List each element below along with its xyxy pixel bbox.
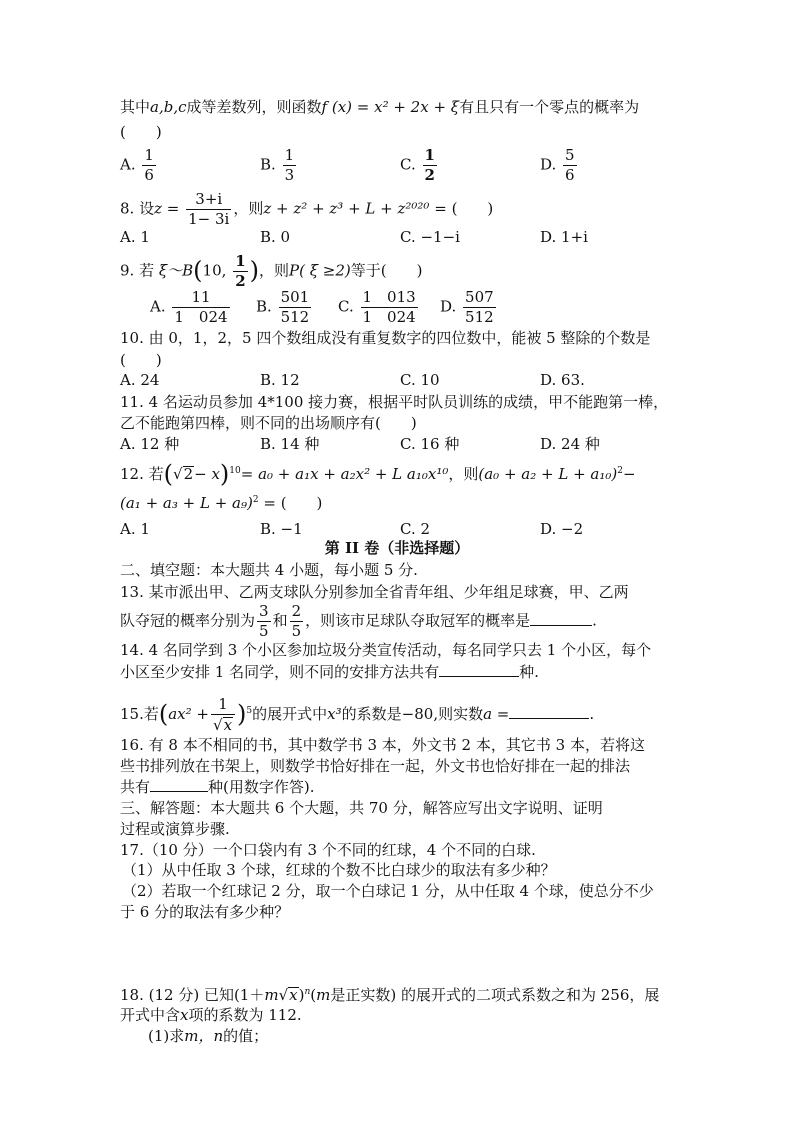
q7-option-c: C. $\frac{1}{2}$: [400, 146, 435, 184]
q11-option-c: C. 16 种: [400, 435, 460, 453]
q11-line2: 乙不能跑第四棒，则不同的出场顺序有( ): [120, 414, 417, 432]
q12-option-b: B. −1: [260, 520, 303, 538]
q9-option-b: B. $\frac{501}{512}$: [256, 288, 310, 326]
q15-blank[interactable]: [509, 718, 589, 719]
q17-part2-line2: 于 6 分的取法有多少种？: [120, 903, 290, 921]
q9-b-fraction: $\frac{501}{512}$: [280, 288, 310, 326]
q10-option-c: C. 10: [400, 371, 440, 389]
q12-option-c: C. 2: [400, 520, 431, 538]
q10-stem: 10. 由 0，1，2，5 四个数组成没有重复数字的四位数中，能被 5 整除的个数是: [120, 329, 651, 347]
q11-option-b: B. 14 种: [260, 435, 320, 453]
q12-line1: 12. 若$(√2- x)^{10}= a_0 + a_1x + a_2x^2 + L$ a₁₀x¹⁰，则$(a_0 + a_2 + L + a_{10})^2-$: [120, 460, 636, 488]
q8-option-b: B. 0: [260, 228, 291, 246]
q9-option-c: C. $\frac{1 013}{1 024}$: [338, 288, 416, 326]
q11-line1: 11. 4 名运动员参加 4*100 接力赛，根据平时队员训练的成绩，甲不能跑第一棒，: [120, 393, 669, 411]
q17-part2-line1: （2）若取一个红球记 2 分，取一个白球记 1 分，从中任取 4 个球，使总分不少: [122, 882, 654, 900]
q9-a-fraction: $\frac{11}{1 024}$: [174, 288, 228, 326]
q7-option-b: B. $\frac{1}{3}$: [260, 146, 295, 184]
q18-line2: 开式中含x项的系数为 112.: [120, 1006, 302, 1024]
q9-option-a: A. $\frac{11}{1 024}$: [150, 288, 228, 326]
q10-option-a: A. 24: [120, 371, 160, 389]
q7-option-a: A. $\frac{1}{6}$: [120, 146, 154, 184]
q8-stem: 8. 设z = $\frac{3+i}{1- 3i}$ ，则z + z² + z³ + L + z²⁰²⁰ = ( ): [120, 190, 494, 228]
q9-d-fraction: $\frac{507}{512}$: [465, 288, 494, 326]
q14-line1: 14. 4 名同学到 3 个小区参加垃圾分类宣传活动，每名同学只去 1 个小区，每个: [120, 641, 652, 659]
q9-option-d: D. $\frac{507}{512}$: [440, 288, 494, 326]
q17-part1: （1）从中任取 3 个球，红球的个数不比白球少的取法有多少种？: [122, 861, 556, 879]
q8-fraction: $\frac{3+i}{1- 3i}$: [188, 190, 230, 228]
q7-c-fraction: $\frac{1}{2}$: [424, 146, 435, 184]
section3-heading-line1: 三、解答题：本大题共 6 个大题，共 70 分，解答应写出文字说明、证明: [120, 799, 603, 817]
q7-a-fraction: $\frac{1}{6}$: [144, 146, 154, 184]
q10-option-b: B. 12: [260, 371, 300, 389]
q8-option-d: D. 1+i: [540, 228, 588, 246]
q13-blank[interactable]: [530, 625, 592, 626]
q8-option-a: A. 1: [120, 228, 150, 246]
q8-option-c: C. −1−i: [400, 228, 460, 246]
q13-line2: 队夺冠的概率分别为 $\frac{3}{5}$ 和 $\frac{2}{5}$ ，则该市足球队夺取冠军的概率是 .: [120, 602, 597, 640]
q10-option-d: D. 63.: [540, 371, 585, 389]
q16-line2: 些书排列放在书架上，则数学书恰好排在一起，外文书也恰好排在一起的排法: [120, 757, 631, 775]
q14-line2: 小区至少安排 1 名同学，则不同的安排方法共有 种.: [120, 663, 539, 681]
q16-blank[interactable]: [150, 791, 208, 792]
q13-fraction-2: $\frac{2}{5}$: [291, 602, 302, 640]
q18-part1: (1)求m，n的值；: [148, 1027, 269, 1045]
q7-stem: 其中a,b,c成等差数列，则函数f (x) = x² + 2x + ξ有且只有一个零点的概率为: [120, 98, 640, 116]
q15-fraction: $\frac{1}{√x}$: [211, 697, 235, 733]
q16-line3: 共有 种(用数字作答).: [120, 778, 315, 796]
q12-line2: $(a_1 + a_3 + L + a_9)^2$ = ( ): [120, 494, 323, 512]
q7-paren: ( ): [120, 123, 162, 141]
q7-d-fraction: $\frac{5}{6}$: [565, 146, 575, 184]
q9-c-fraction: $\frac{1 013}{1 024}$: [362, 288, 416, 326]
q9-p-fraction: $\frac{1}{2}$: [235, 252, 246, 290]
q18-line1: 18. (12 分) 已知$(1+m√x)^n(m$是正实数) 的展开式的二项式系数之和为 256，展: [120, 986, 660, 1004]
section2-heading: 二、填空题：本大题共 4 小题，每小题 5 分.: [120, 561, 418, 579]
q7-b-fraction: $\frac{1}{3}$: [284, 146, 295, 184]
q9-stem: 9. 若 ξ～B(10, $\frac{1}{2}$ )，则P( ξ ≥2)等于( ): [120, 252, 423, 290]
q11-option-d: D. 24 种: [540, 435, 600, 453]
q10-paren: ( ): [120, 351, 162, 369]
q12-option-a: A. 1: [120, 520, 150, 538]
q15-line: 15.若(ax² + $\frac{1}{√x}$ )$^5$的展开式中x³的系数是−80,则实数a = .: [120, 695, 595, 734]
q13-line1: 13. 某市派出甲、乙两支球队分别参加全省青年组、少年组足球赛，甲、乙两: [120, 583, 629, 601]
section3-heading-line2: 过程或演算步骤.: [120, 820, 230, 838]
q13-fraction-1: $\frac{3}{5}$: [259, 602, 269, 640]
q12-option-d: D. −2: [540, 520, 584, 538]
q11-option-a: A. 12 种: [120, 435, 180, 453]
part2-title: 第 II 卷（非选择题）: [324, 539, 470, 557]
q14-blank[interactable]: [439, 676, 519, 677]
q16-line1: 16. 有 8 本不相同的书，其中数学书 3 本，外文书 2 本，其它书 3 本，若将这: [120, 736, 645, 754]
q17-line1: 17.（10 分）一个口袋内有 3 个不同的红球，4 个不同的白球.: [120, 841, 536, 859]
q7-option-d: D. $\frac{5}{6}$: [540, 146, 575, 184]
